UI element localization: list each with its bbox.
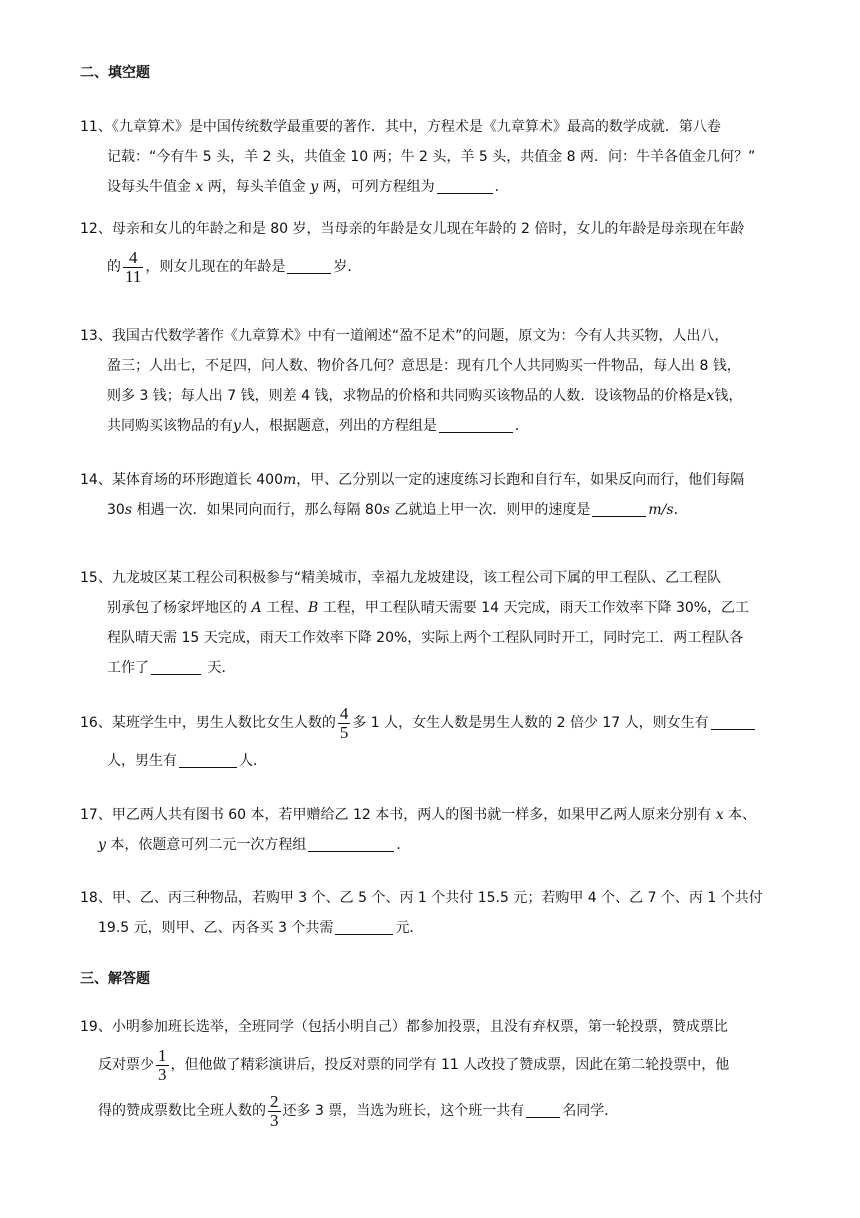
question-16	[80, 700, 780, 776]
q15-line-3: 程队晴天需 15 天完成，雨天工作效率下降 20%，实际上两个工程队同时开工，同时完工．两工程队各	[107, 630, 744, 646]
answer-blank	[151, 658, 201, 675]
q12-line-1: 12、母亲和女儿的年龄之和是 80 岁，当母亲的年龄是女儿现在年龄的 2 倍时，女儿的年龄是母亲现在年龄	[80, 221, 745, 237]
q13-line-2: 盈三；人出七，不足四，问人数、物价各几何？意思是：现有几个人共同购买一件物品，每人出 8 钱，	[107, 358, 741, 374]
answer-blank	[179, 751, 237, 768]
q14-line-2: 30s 相遇一次．如果同向而行，那么每隔 80s 乙就追上甲一次．则甲的速度是 m/s．	[107, 502, 688, 518]
answer-blank	[335, 918, 393, 935]
question-17	[80, 800, 780, 860]
q17-line-1: 17、甲乙两人共有图书 60 本，若甲赠给乙 12 本书，两人的图书就一样多，如果甲乙两人原来分别有 x 本、	[80, 807, 757, 823]
question-12	[80, 214, 780, 290]
question-18	[80, 883, 780, 943]
section-heading-solve: 三、解答题	[80, 971, 150, 987]
section-heading-fill-blank: 二、填空题	[80, 65, 150, 81]
question-number: 15、	[80, 570, 112, 586]
q15-line-1: 15、九龙坡区某工程公司积极参与“精美城市，幸福九龙坡建设，该工程公司下属的甲工程队、乙工程队	[80, 570, 722, 586]
answer-blank	[287, 257, 331, 274]
question-number: 11、	[80, 119, 112, 135]
q19-line-2: 反对票少 $\frac{1}{3}$ ，但他做了精彩演讲后，投反对票的同学有 11 人改投了赞成票，因此在第二轮投票中，他	[98, 1045, 730, 1084]
question-14	[80, 465, 780, 525]
q13-line-3: 则多 3 钱；每人出 7 钱，则差 4 钱，求物品的价格和共同购买该物品的人数．设该物品的价格是x钱，	[107, 388, 743, 404]
q18-line-2: 19.5 元，则甲、乙、丙各买 3 个共需 元．	[98, 920, 424, 936]
q11-line-3: 设每头牛值金 x 两，每头羊值金 y 两，可列方程组为 ．	[107, 179, 509, 195]
q19-line-3: 得的赞成票数比全班人数的 $\frac{2}{3}$ 还多 3 票，当选为班长，这个班一共有 名同学．	[98, 1091, 619, 1130]
q13-line-1: 13、我国古代数学著作《九章算术》中有一道阐述“盈不足术”的问题，原文为：今有人共买物，人出八，	[80, 328, 729, 344]
answer-blank	[592, 500, 646, 517]
question-11	[80, 112, 780, 202]
question-number: 18、	[80, 890, 112, 906]
question-number: 16、	[80, 715, 112, 731]
question-number: 12、	[80, 221, 112, 237]
answer-blank	[526, 1101, 560, 1118]
q19-line-1: 19、小明参加班长选举，全班同学（包括小明自己）都参加投票，且没有弃权票，第一轮投票，赞成票比	[80, 1019, 728, 1035]
fraction-4-5: $\frac{4}{5}$	[339, 703, 349, 742]
q13-line-4: 共同购买该物品的有y人，根据题意，列出的方程组是 ．	[107, 418, 529, 434]
fraction-4-11: $\frac{4}{11}$	[125, 247, 142, 286]
q16-line-2: 人，男生有 人．	[107, 753, 267, 769]
question-number: 13、	[80, 328, 112, 344]
q11-line-2: 记载：“今有牛 5 头，羊 2 头，共值金 10 两；牛 2 头，羊 5 头，共值金 8 两．问：牛羊各值金几何？”	[107, 149, 756, 165]
q17-line-2: y 本，依题意可列二元一次方程组 ．	[98, 837, 411, 853]
question-number: 17、	[80, 807, 112, 823]
fraction-2-3: $\frac{2}{3}$	[270, 1091, 279, 1130]
q18-line-1: 18、甲、乙、丙三种物品，若购甲 3 个、乙 5 个、丙 1 个共付 15.5 元；若购甲 4 个、乙 7 个、丙 1 个共付	[80, 890, 763, 906]
answer-blank	[439, 416, 513, 433]
q16-line-1: 16、某班学生中，男生人数比女生人数的 $\frac{4}{5}$ 多 1 人，女生人数是男生人数的 2 倍少 17 人，则女生有	[80, 700, 780, 746]
q14-line-1: 14、某体育场的环形跑道长 400m，甲、乙分别以一定的速度练习长跑和自行车，如果反向而行，他们每隔	[80, 472, 745, 488]
question-number: 19、	[80, 1019, 112, 1035]
answer-blank	[711, 713, 755, 730]
q11-line-1: 11、《九章算术》是中国传统数学最重要的著作．其中，方程术是《九章算术》最高的数学成就．第八卷	[80, 119, 721, 135]
q12-line-2: 的 $\frac{4}{11}$ ，则女儿现在的年龄是 岁．	[107, 247, 362, 286]
question-15	[80, 563, 780, 683]
fraction-1-3: $\frac{1}{3}$	[158, 1045, 167, 1084]
q15-line-4: 工作了 天．	[107, 660, 236, 676]
q15-line-2: 别承包了杨家坪地区的 A 工程、B 工程，甲工程队晴天需要 14 天完成，雨天工作效率下降 30%，乙工	[107, 600, 750, 616]
question-13	[80, 321, 780, 441]
answer-blank	[308, 835, 394, 852]
answer-blank	[437, 177, 493, 194]
question-number: 14、	[80, 472, 112, 488]
question-19	[80, 1012, 780, 1134]
